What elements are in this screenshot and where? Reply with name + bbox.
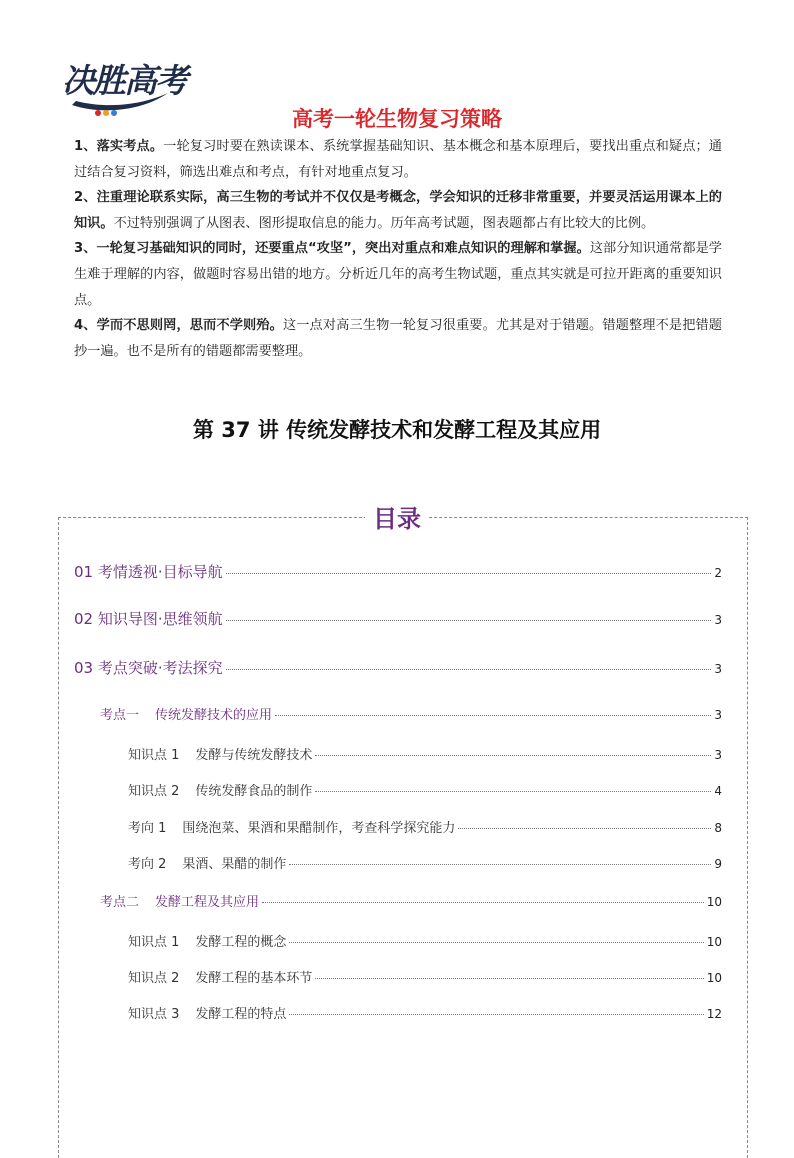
- toc-leader-dots: [226, 620, 712, 621]
- toc-entry-label: [128, 967, 312, 986]
- strategy-item-3-text: 这部分知识通常都是学生难于理解的内容，做题时容易出错的地方。分析近几年的高考生物试题，重点其实就是可拉开距离的重要知识点。: [74, 241, 722, 308]
- toc-section-2[interactable]: [100, 891, 722, 910]
- toc-prefix: 考向 1: [128, 821, 167, 836]
- toc-entry-label: [100, 704, 272, 723]
- toc-leader-dots: [289, 942, 703, 943]
- toc-title: 传统发酵技术的应用: [155, 708, 273, 723]
- toc-subentry[interactable]: [128, 1003, 722, 1022]
- strategy-item-1-bold: 1、落实考点。: [74, 139, 164, 154]
- toc-entry-label: 02 知识导图·思维领航: [74, 610, 223, 628]
- toc-entry-label: [128, 853, 286, 872]
- toc-prefix: 考向 2: [128, 857, 167, 872]
- toc-page-number: 9: [714, 857, 722, 871]
- lecture-title: 第 37 讲 传统发酵技术和发酵工程及其应用: [192, 418, 602, 442]
- toc-page-number: 10: [706, 935, 722, 949]
- toc-prefix: 知识点 3: [128, 1007, 180, 1022]
- toc-leader-dots: [226, 573, 712, 574]
- strategy-item-3-bold: 3、一轮复习基础知识的同时，还要重点“攻坚”，突出对重点和难点知识的理解和掌握。: [74, 241, 590, 257]
- toc-entry-01[interactable]: [74, 561, 722, 582]
- toc-subentry[interactable]: [128, 853, 722, 872]
- toc-heading: [0, 499, 794, 534]
- strategy-item-1-text: 一轮复习时要在熟读课本、系统掌握基础知识、基本概念和基本原理后，要找出重点和疑点；通过结合复习资料，筛选出难点和考点，有针对地重点复习。: [74, 139, 722, 180]
- toc-entry-label: [128, 817, 455, 836]
- logo-text: 决胜高考: [62, 61, 186, 100]
- toc-page-number: 4: [714, 784, 722, 798]
- toc-entry-label: 01 考情透视·目标导航: [74, 563, 223, 581]
- toc-entry-label: [128, 1003, 286, 1022]
- strategy-list: [74, 134, 722, 364]
- toc-page-number: 3: [714, 613, 722, 627]
- toc-entry-label: 03 考点突破·考法探究: [74, 659, 223, 677]
- toc-leader-dots: [226, 669, 712, 670]
- strategy-item-4-bold: 4、学而不思则罔，思而不学则殆。: [74, 318, 283, 334]
- toc-page-number: 10: [706, 971, 722, 985]
- toc-title: 围绕泡菜、果酒和果醋制作，考查科学探究能力: [182, 821, 456, 836]
- toc-title: 传统发酵食品的制作: [195, 784, 313, 799]
- strategy-item-2-text: 不过特别强调了从图表、图形提取信息的能力。历年高考试题，图表题都占有比较大的比例。: [113, 215, 655, 231]
- strategy-item-2-bold: 2、注重理论联系实际，高三生物的考试并不仅仅是考概念，学会知识的迁移非常重要，并要灵活运用课本上的知识。: [74, 190, 722, 231]
- toc-title: 果酒、果醋的制作: [182, 857, 287, 872]
- toc-page-number: 10: [706, 895, 722, 909]
- toc-title: 发酵工程的基本环节: [195, 971, 313, 986]
- toc-subentry[interactable]: [128, 780, 722, 799]
- toc-subentry[interactable]: [128, 931, 722, 950]
- toc-subentry[interactable]: [128, 817, 722, 836]
- toc-leader-dots: [289, 864, 711, 865]
- toc-subentry[interactable]: [128, 744, 722, 763]
- toc-page-number: 3: [714, 662, 722, 676]
- strategy-item-4: [74, 313, 722, 364]
- strategy-item-4-text: 这一点对高三生物一轮复习很重要。尤其是对于错题。错题整理不是把错题抄一遍。也不是所有的错题都需要整理。: [74, 318, 722, 359]
- strategy-item-2: [74, 185, 722, 236]
- strategy-item-1: [74, 134, 722, 185]
- toc-entry-label: [128, 780, 312, 799]
- toc-section-1[interactable]: [100, 704, 722, 723]
- toc-leader-dots: [289, 1014, 703, 1015]
- toc-entry-label: [100, 891, 259, 910]
- toc-leader-dots: [262, 902, 704, 903]
- toc-title: 发酵与传统发酵技术: [195, 748, 313, 763]
- toc-leader-dots: [458, 828, 711, 829]
- toc-page-number: 12: [706, 1007, 722, 1021]
- toc-subentry[interactable]: [128, 967, 722, 986]
- toc-leader-dots: [275, 715, 711, 716]
- toc-entry-label: [128, 931, 286, 950]
- toc-page-number: 3: [714, 708, 722, 722]
- toc-title: 发酵工程的概念: [195, 935, 287, 950]
- toc-leader-dots: [315, 755, 711, 756]
- toc-entry-03[interactable]: [74, 657, 722, 678]
- toc-heading-text: 目录: [365, 499, 429, 534]
- toc-leader-dots: [315, 978, 703, 979]
- strategy-title: 高考一轮生物复习策略: [292, 107, 502, 131]
- toc-page-number: 2: [714, 566, 722, 580]
- toc-prefix: 知识点 2: [128, 971, 180, 986]
- toc-entry-label: [128, 744, 312, 763]
- strategy-item-3: [74, 236, 722, 313]
- toc-prefix: 考点一: [100, 708, 140, 723]
- toc-prefix: 知识点 1: [128, 935, 180, 950]
- toc-page-number: 3: [714, 748, 722, 762]
- toc-leader-dots: [315, 791, 711, 792]
- toc-title: 发酵工程及其应用: [155, 895, 260, 910]
- toc-entry-02[interactable]: [74, 608, 722, 629]
- toc-prefix: 知识点 1: [128, 748, 180, 763]
- toc-prefix: 知识点 2: [128, 784, 180, 799]
- toc-prefix: 考点二: [100, 895, 140, 910]
- toc-title: 发酵工程的特点: [195, 1007, 287, 1022]
- toc-page-number: 8: [714, 821, 722, 835]
